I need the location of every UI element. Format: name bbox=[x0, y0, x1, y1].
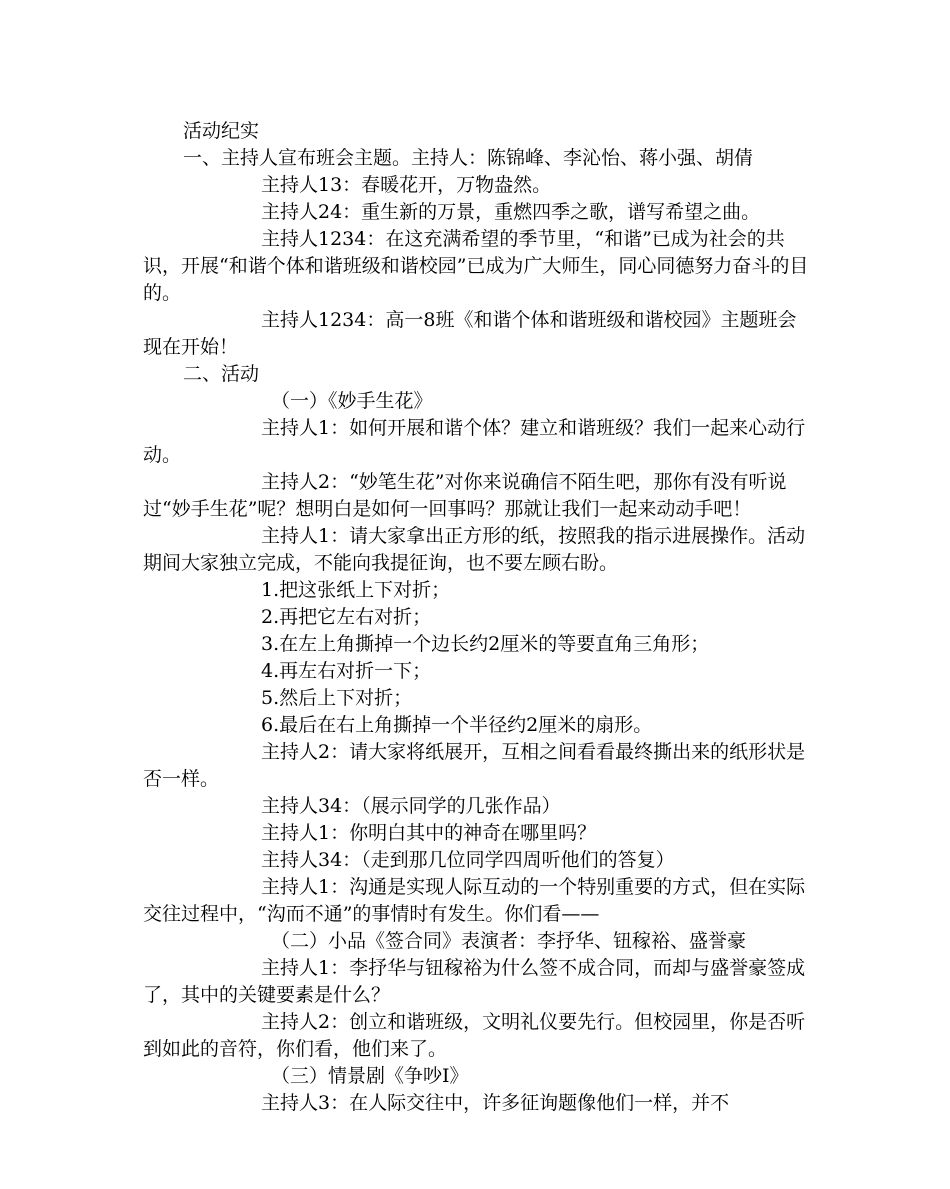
paragraph: 主持人2：请大家将纸展开，互相之间看看最终撕出来的纸形状是否一样。 bbox=[143, 741, 806, 790]
paragraph: 主持人1234：在这充满希望的季节里，“和谐”已成为社会的共识，开展“和谐个体和谐班级和谐校园”已成为广大师生，同心同德努力奋斗的目的。 bbox=[143, 228, 809, 304]
list-item: 1.把这张纸上下对折； bbox=[261, 579, 451, 601]
list-item: 2.再把它左右对折； bbox=[261, 606, 432, 628]
paragraph: 主持人34：（展示同学的几张作品） bbox=[261, 795, 561, 817]
list-item: 5.然后上下对折； bbox=[261, 687, 413, 709]
paragraph: 主持人34：（走到那几位同学四周听他们的答复） bbox=[261, 849, 675, 871]
paragraph: 主持人1：如何开展和谐个体？建立和谐班级？我们一起来心动行动。 bbox=[143, 417, 806, 466]
subsection-heading: （一）《妙手生花》 bbox=[271, 390, 433, 412]
section-heading-announce-theme: 一、主持人宣布班会主题。主持人：陈锦峰、李沁怡、蒋小强、胡倩 bbox=[183, 147, 754, 169]
paragraph: 主持人3：在人际交往中，许多征询题像他们一样，并不 bbox=[261, 1092, 730, 1114]
subsection-heading: （二）小品《签合同》表演者：李抒华、钮稼裕、盛誉豪 bbox=[271, 930, 747, 952]
paragraph: 主持人1：沟通是实现人际互动的一个特别重要的方式，但在实际交往过程中，“沟而不通”的事情时有发生。你们看—— bbox=[143, 876, 806, 925]
list-item: 3.在左上角撕掉一个边长约2厘米的等要直角三角形； bbox=[261, 633, 710, 655]
paragraph: 主持人1：请大家拿出正方形的纸，按照我的指示进展操作。活动期间大家独立完成，不能向我提征询，也不要左顾右盼。 bbox=[143, 525, 806, 574]
list-item: 6.最后在右上角撕掉一个半径约2厘米的扇形。 bbox=[261, 714, 653, 736]
document-body bbox=[143, 118, 813, 1117]
list-item: 4.再左右对折一下； bbox=[261, 660, 432, 682]
paragraph: 主持人1：李抒华与钮稼裕为什么签不成合同，而却与盛誉豪签成了，其中的关键要素是什么？ bbox=[143, 957, 806, 1006]
paragraph: 主持人1234：高一8班《和谐个体和谐班级和谐校园》主题班会现在开始！ bbox=[143, 309, 797, 358]
paragraph: 主持人24：重生新的万景，重燃四季之歌，谱写希望之曲。 bbox=[261, 201, 761, 223]
subsection-heading: （三）情景剧《争吵Ⅰ》 bbox=[271, 1065, 469, 1087]
paragraph: 主持人2：“妙笔生花”对你来说确信不陌生吧，那你有没有听说过“妙手生花”呢？想明白是如何一回事吗？那就让我们一起来动动手吧！ bbox=[143, 471, 787, 520]
section-heading-activity: 二、活动 bbox=[183, 363, 260, 385]
paragraph: 主持人1：你明白其中的神奇在哪里吗？ bbox=[261, 822, 597, 844]
section-heading-activity-record: 活动纪实 bbox=[183, 120, 260, 142]
paragraph: 主持人2：创立和谐班级，文明礼仪要先行。但校园里，你是否听到如此的音符，你们看，他们来了。 bbox=[143, 1011, 806, 1060]
paragraph: 主持人13：春暖花开，万物盎然。 bbox=[261, 174, 552, 196]
